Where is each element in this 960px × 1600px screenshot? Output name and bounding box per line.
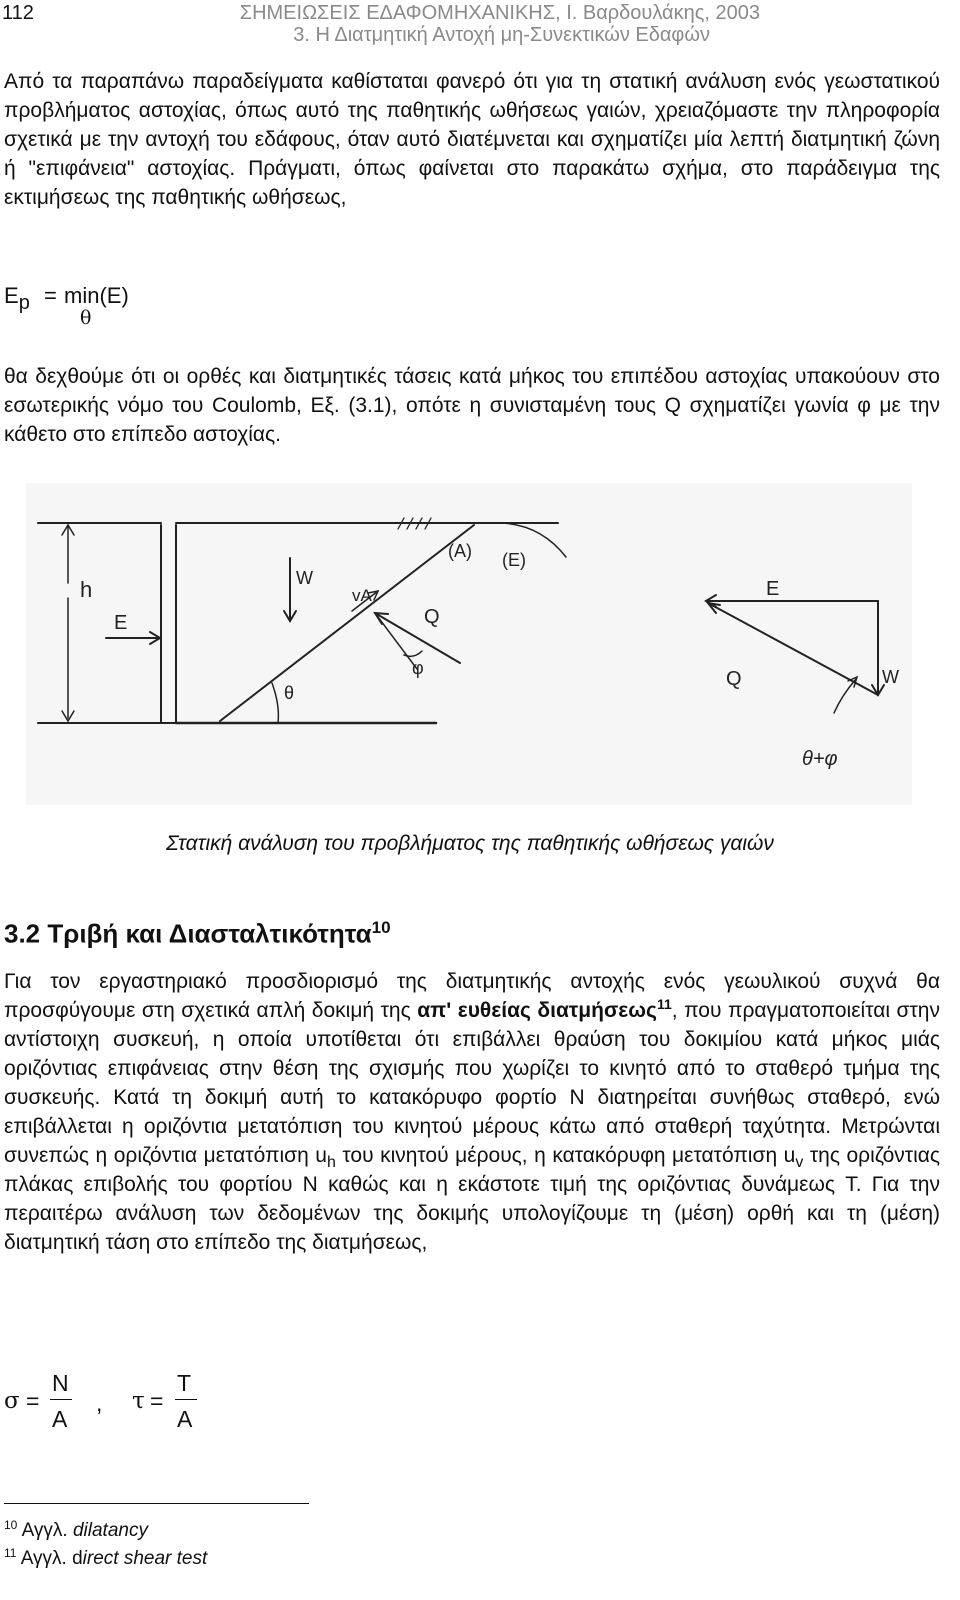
force-q-arrow <box>375 613 460 663</box>
formula-sigma: σ <box>4 1388 20 1414</box>
formula-lhs: $E_p$ <box>4 283 30 314</box>
footnote-separator <box>4 1503 309 1504</box>
formula-t: T <box>177 1370 192 1396</box>
running-title: ΣΗΜΕΙΩΣΕΙΣ ΕΔΑΦΟΜΗΧΑΝΙΚΗΣ, Ι. Βαρδουλάκης, 2003 <box>239 2 760 24</box>
label-e-paren: (E) <box>502 550 526 570</box>
paragraph-intro: Από τα παραπάνω παραδείγματα καθίσταται φανερό ότι για τη στατική ανάλυση ενός γεωστατικού προβλήματος αστοχίας, όπως αυτό της παθητικής ωθήσεως γαιών, χρειαζόμαστε την πληροφορία σχετικά με την αντοχή του εδάφους, όταν αυτό διατέμνεται και σχηματίζει μία λεπτή διατμητική ζώνη ή "επιφάνεια" αστοχίας. Πράγματι, όπως φαίνεται στο παρακάτω σχήμα, στο παράδειγμα της εκτιμήσεως της παθητικής ωθήσεως, <box>4 70 940 209</box>
page-number: 112 <box>2 2 34 24</box>
paragraph-coulomb: θα δεχθούμε ότι οι ορθές και διατμητικές τάσεις κατά μήκος του επιπέδου αστοχίας υπακούουν στο εσωτερικής νόμο του Coulomb, Εξ. (3.1), οπότε η συνισταμένη τους Q σχηματίζει γωνία φ με την κάθετο στο επίπεδο αστοχίας. <box>4 365 940 446</box>
label-theta-phi: θ+φ <box>802 748 838 770</box>
label-a: (A) <box>448 541 472 561</box>
label-e-left: E <box>114 612 128 634</box>
running-subtitle: 3. Η Διατμητική Αντοχή μη-Συνεκτικών Εδαφών <box>293 24 710 46</box>
formula-rhs: min(E) <box>64 283 129 308</box>
formula-a2: A <box>177 1406 193 1432</box>
fraction-bar-1 <box>50 1399 72 1400</box>
figure-caption: Στατική ανάλυση του προβλήματος της παθητικής ωθήσεως γαιών <box>166 832 774 855</box>
formula-theta: θ <box>80 307 92 329</box>
label-e-right: E <box>766 578 780 600</box>
label-w-left: W <box>296 568 313 588</box>
figure-sketch <box>26 483 912 805</box>
formula-tau: τ <box>132 1388 145 1414</box>
label-phi: φ <box>412 658 424 678</box>
formula-passive-thrust <box>4 283 304 333</box>
label-va: vA <box>352 586 372 605</box>
label-q-right: Q <box>726 668 742 690</box>
formula-stresses <box>4 1366 304 1436</box>
page-header <box>0 2 960 52</box>
figure-passive-thrust <box>26 483 912 805</box>
bold-term: απ' ευθείας διατμήσεως <box>417 999 657 1022</box>
paragraph-direct-shear: Για τον εργαστηριακό προσδιορισμό της διατμητικής αντοχής ενός γεωυλικού συχνά θα προσφύγουμε στη σχετικά απλή δοκιμή της απ' ευθείας διατμήσεως$^{11}$, που πραγματοποιείται στην αντίστοιχη συσκευή, η οποία υποτίθεται ότι επιβάλλει θραύση του δοκιμίου κατά μήκος μιάς οριζόντιας επιφάνειας στην θέση της σχισμής που χωρίζει το κινητό από το σταθερό τμήμα της συσκευής. Κατά τη δοκιμή αυτή το κατακόρυφο φορτίο N διατηρείται συνήθως σταθερό, ενώ επιβάλλεται η οριζόντια μετατόπιση του κινητού μέρους κάτω από σταθερή ταχύτητα. Μετρώνται συνεπώς η οριζόντια μετατόπιση $u_h$ του κινητού μέρους, η κατακόρυφη μετατόπιση $u_v$ της οριζόντιας πλάκας επιβολής του φορτίου N καθώς και η εκάστοτε τιμή της οριζόντιας δυνάμεως T. Για την περαιτέρω ανάλυση των δεδομένων της δοκιμής υπολογίζουμε τη (μέση) ορθή και τη (μέση) διατμητική τάση στο επίπεδο της διατμήσεως, <box>4 970 941 1254</box>
label-q-mid: Q <box>424 606 440 628</box>
formula-equals: = <box>44 283 57 308</box>
footnote-10: $^{10}$ Αγγλ. dilatancy <box>4 1518 148 1541</box>
formula-n: N <box>52 1370 69 1396</box>
formula-comma: , <box>96 1390 103 1416</box>
label-w-right: W <box>882 667 899 687</box>
footnote-ref-11: 11 <box>656 996 672 1012</box>
section-heading: 3.2 Τριβή και Διασταλτικότητα$^{10}$ <box>4 918 391 949</box>
formula-a1: A <box>52 1406 68 1432</box>
footnote-11: $^{11}$ Αγγλ. direct shear test <box>4 1546 208 1569</box>
label-theta: θ <box>284 683 295 703</box>
formula-eq2: = <box>150 1388 164 1414</box>
formula-eq1: = <box>26 1388 40 1414</box>
fraction-bar-2 <box>175 1399 197 1400</box>
label-h: h <box>80 577 93 602</box>
footnote-ref-10: 10 <box>371 918 391 937</box>
